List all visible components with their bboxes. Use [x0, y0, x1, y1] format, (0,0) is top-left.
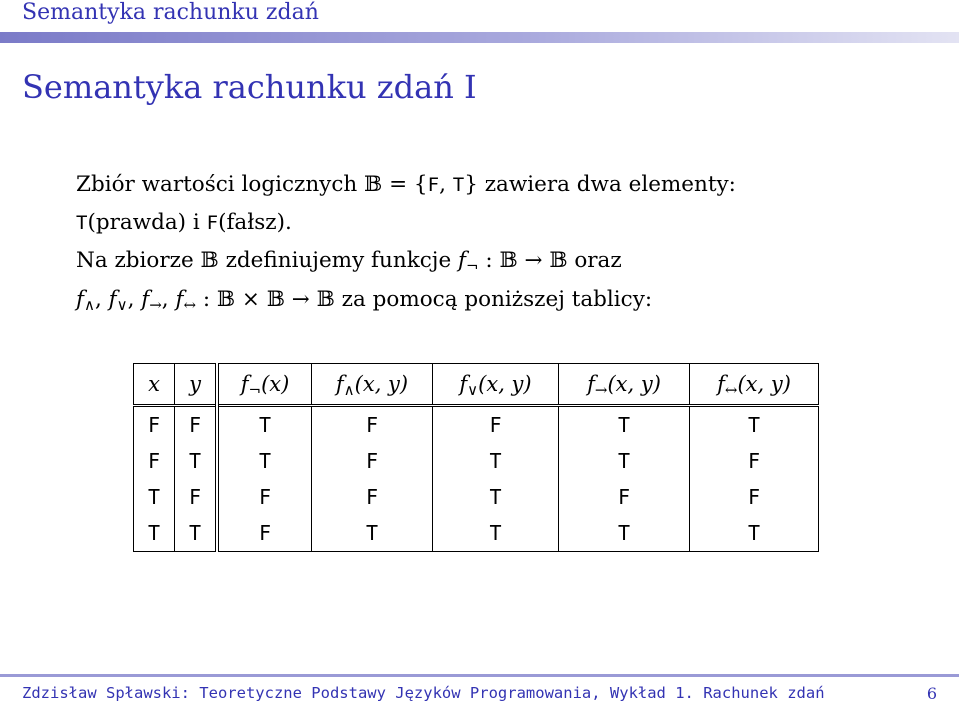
function-symbol: f: [141, 287, 150, 312]
body-line-3: [76, 242, 936, 281]
table-cell: T: [559, 406, 690, 444]
table-cell: F: [433, 406, 559, 444]
function-subscript: ↔: [183, 296, 197, 314]
function-symbol: f: [717, 372, 725, 396]
function-symbol: f: [108, 287, 117, 312]
table-cell: F: [312, 406, 433, 444]
function-subscript: ∨: [467, 381, 479, 399]
body-line-2: [76, 204, 936, 242]
function-symbol: f: [76, 287, 84, 312]
frame-title: Semantyka rachunku zdań I: [22, 68, 477, 106]
function-args: (x, y): [607, 372, 661, 396]
table-cell: T: [690, 406, 819, 444]
table-row: [134, 406, 819, 444]
function-subscript: ∨: [116, 296, 128, 314]
table-cell: T: [312, 515, 433, 552]
function-subscript: ∧: [83, 296, 95, 314]
table-cell: T: [433, 443, 559, 479]
table-cell: F: [312, 443, 433, 479]
text: = {: [382, 172, 428, 197]
header-x: x: [134, 364, 175, 406]
table-cell: T: [217, 443, 312, 479]
table-cell: T: [217, 406, 312, 444]
table-cell: F: [312, 479, 433, 515]
false-constant: F: [206, 212, 219, 234]
table-cell: T: [175, 515, 218, 552]
header-y: y: [175, 364, 218, 406]
table-cell: F: [559, 479, 690, 515]
function-symbol: f: [335, 372, 344, 396]
function-subscript: ∧: [343, 381, 355, 399]
body-line-1: [76, 166, 936, 204]
header-and: [312, 364, 433, 406]
text: Na zbiorze: [76, 248, 201, 273]
header-or: [433, 364, 559, 406]
table-cell: F: [175, 406, 218, 444]
table-cell: T: [134, 479, 175, 515]
function-subscript: ↔: [724, 381, 738, 399]
function-subscript: ¬: [465, 257, 479, 275]
text: } zawiera dwa elementy:: [464, 172, 736, 197]
table-header-row: [134, 364, 819, 406]
table-cell: T: [134, 515, 175, 552]
function-subscript: →: [594, 381, 608, 399]
function-subscript: ¬: [248, 381, 262, 399]
header-neg: [217, 364, 312, 406]
header-bar: [0, 32, 959, 43]
footer-divider: [0, 674, 959, 677]
bool-set-symbol: 𝔹: [364, 172, 383, 197]
function-symbol: f: [587, 372, 595, 396]
text: (prawda) i: [87, 210, 207, 235]
header-imp: [559, 364, 690, 406]
table-cell: T: [690, 515, 819, 552]
table-cell: F: [217, 479, 312, 515]
table-cell: F: [175, 479, 218, 515]
table-cell: F: [690, 479, 819, 515]
table-cell: T: [175, 443, 218, 479]
text: zdefiniujemy funkcje: [218, 248, 458, 273]
table-row: [134, 515, 819, 552]
truth-table: [133, 363, 819, 552]
header-title: Semantyka rachunku zdań: [22, 0, 319, 25]
body-line-4: f∧, f∨, f→, f↔ : 𝔹 × 𝔹 → 𝔹 za pomocą poniższej tablicy:: [76, 287, 653, 314]
table-cell: F: [134, 406, 175, 444]
function-symbol: f: [240, 372, 249, 396]
function-args: (x, y): [737, 372, 791, 396]
table-cell: T: [559, 443, 690, 479]
header-iff: [690, 364, 819, 406]
table-cell: T: [559, 515, 690, 552]
bool-set-symbol: 𝔹: [200, 248, 219, 273]
false-constant: F: [427, 174, 440, 196]
table-cell: T: [433, 479, 559, 515]
text: : 𝔹 × 𝔹 → 𝔹 za pomocą poniższej tablicy:: [196, 287, 653, 312]
table-row: [134, 443, 819, 479]
function-symbol: f: [458, 248, 466, 273]
function-args: (x): [261, 372, 290, 396]
table-cell: T: [433, 515, 559, 552]
true-constant: T: [76, 212, 88, 234]
function-subscript: →: [149, 296, 162, 314]
table-cell: F: [217, 515, 312, 552]
page-number: 6: [926, 684, 937, 703]
table-row: [134, 479, 819, 515]
true-constant: T: [452, 174, 465, 196]
text: : 𝔹 → 𝔹 oraz: [478, 248, 622, 273]
text: Zbiór wartości logicznych: [76, 172, 365, 197]
function-symbol: f: [175, 287, 184, 312]
function-args: (x, y): [478, 372, 532, 396]
table-cell: F: [134, 443, 175, 479]
text: (fałsz).: [218, 210, 292, 235]
function-symbol: f: [459, 372, 468, 396]
table-cell: F: [690, 443, 819, 479]
body-text: [76, 166, 936, 320]
text: ,: [439, 172, 453, 197]
function-args: (x, y): [354, 372, 409, 396]
footer-text: Zdzisław Spławski: Teoretyczne Podstawy Języków Programowania, Wykład 1. Rachunek zdań: [22, 684, 825, 702]
